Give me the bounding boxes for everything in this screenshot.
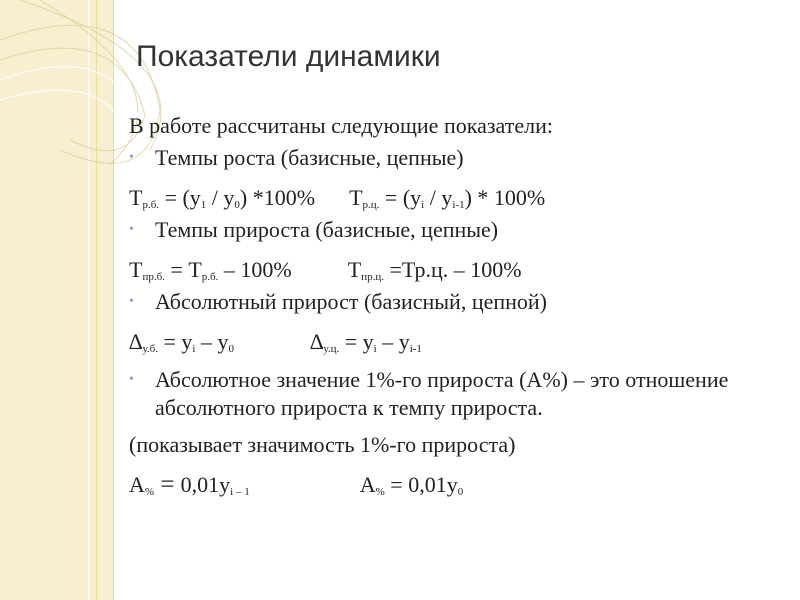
formula-symbol: А: [129, 472, 145, 498]
formula-text: / у: [424, 184, 453, 210]
formula-subscript: 0: [457, 485, 464, 498]
note-text: [129, 427, 779, 463]
formula-text: ) *100%: [239, 184, 316, 210]
formula-text: = у: [339, 328, 374, 354]
bullet-text: Абсолютный прирост (базисный, цепной): [155, 289, 548, 314]
formula-base: [129, 256, 292, 285]
formula-subscript: р.ц.: [362, 198, 380, 211]
formula-subscript: пр.ц.: [361, 270, 384, 283]
formula-symbol: Т: [347, 256, 362, 282]
band-line: [96, 0, 97, 600]
bullet-text: Абсолютное значение 1%-го прироста (А%) – это отношение абсолютного прироста к темпу прироста.: [155, 367, 729, 420]
formula-subscript: 1: [200, 198, 207, 211]
formula-subscript: у.б.: [142, 342, 158, 355]
formula-text: = (у: [159, 184, 201, 210]
formula-symbol: Т: [349, 184, 363, 210]
formula-symbol: ∆: [129, 328, 143, 354]
formula-chain: [348, 256, 522, 285]
formula-subscript: %: [144, 486, 155, 499]
formula-symbol: Т: [129, 184, 143, 210]
formula-growth-rates: [129, 180, 779, 216]
formula-subscript: i: [373, 342, 377, 355]
formula-text: =: [154, 471, 181, 499]
formula-text: = у: [157, 328, 193, 354]
decorative-left-band: [0, 0, 114, 600]
formula-symbol: ∆: [309, 328, 324, 354]
formula-base: [129, 184, 315, 213]
bullet-text: Темпы прироста (базисные, цепные): [155, 217, 499, 242]
formula-subscript: i – 1: [230, 486, 250, 499]
intro-text: [129, 108, 779, 144]
formula-symbol: А: [359, 471, 376, 497]
bullet-icon: •: [129, 372, 134, 387]
formula-text: = 0,01у: [384, 471, 458, 497]
note-label: (показывает значимость 1%-го прироста): [129, 432, 516, 458]
formula-text: – 100%: [218, 256, 292, 282]
formula-subscript: i: [192, 342, 196, 355]
formula-text: – у: [195, 328, 229, 354]
page-title: Показатели динамики: [136, 40, 441, 73]
intro-label: В работе рассчитаны следующие показатели:: [129, 113, 553, 139]
bullet-icon: •: [129, 222, 134, 237]
formula-chain: [310, 328, 422, 357]
band-highlight: [88, 0, 90, 600]
list-item-increase-rates: [129, 216, 779, 252]
formula-text: = (у: [379, 184, 422, 210]
formula-text: =Тр.ц. – 100%: [383, 256, 522, 282]
bullet-icon: •: [129, 150, 134, 165]
formula-text: 0,01у: [180, 472, 231, 498]
formula-subscript: 0: [234, 198, 240, 211]
formula-subscript: 0: [228, 342, 234, 355]
formula-symbol: Т: [129, 256, 143, 282]
formula-subscript: i: [421, 198, 425, 211]
list-item-absolute-increase: [129, 288, 779, 324]
formula-base: [360, 471, 463, 500]
formula-text: – у: [376, 328, 410, 354]
formula-subscript: i-1: [452, 198, 465, 211]
formula-absolute-value: [129, 467, 779, 503]
formula-subscript: %: [375, 485, 385, 498]
slide-content: [129, 108, 779, 503]
formula-subscript: пр.б.: [142, 270, 165, 283]
formula-base: [129, 328, 234, 357]
formula-text: = Т: [164, 256, 202, 282]
formula-text: / у: [206, 184, 235, 210]
list-item-growth-rates: [129, 144, 779, 180]
formula-chain: [129, 469, 250, 500]
formula-subscript: i-1: [409, 342, 422, 355]
formula-subscript: р.б.: [201, 270, 219, 283]
bullet-text: Темпы роста (базисные, цепные): [155, 145, 464, 170]
list-item-absolute-value: [129, 366, 779, 421]
formula-chain: [349, 184, 545, 213]
bullet-icon: •: [129, 294, 134, 309]
formula-increase-rates: [129, 252, 779, 288]
formula-subscript: р.б.: [142, 198, 160, 211]
formula-subscript: у.ц.: [323, 342, 340, 355]
formula-absolute-increase: [129, 324, 779, 360]
formula-text: ) * 100%: [464, 184, 546, 210]
